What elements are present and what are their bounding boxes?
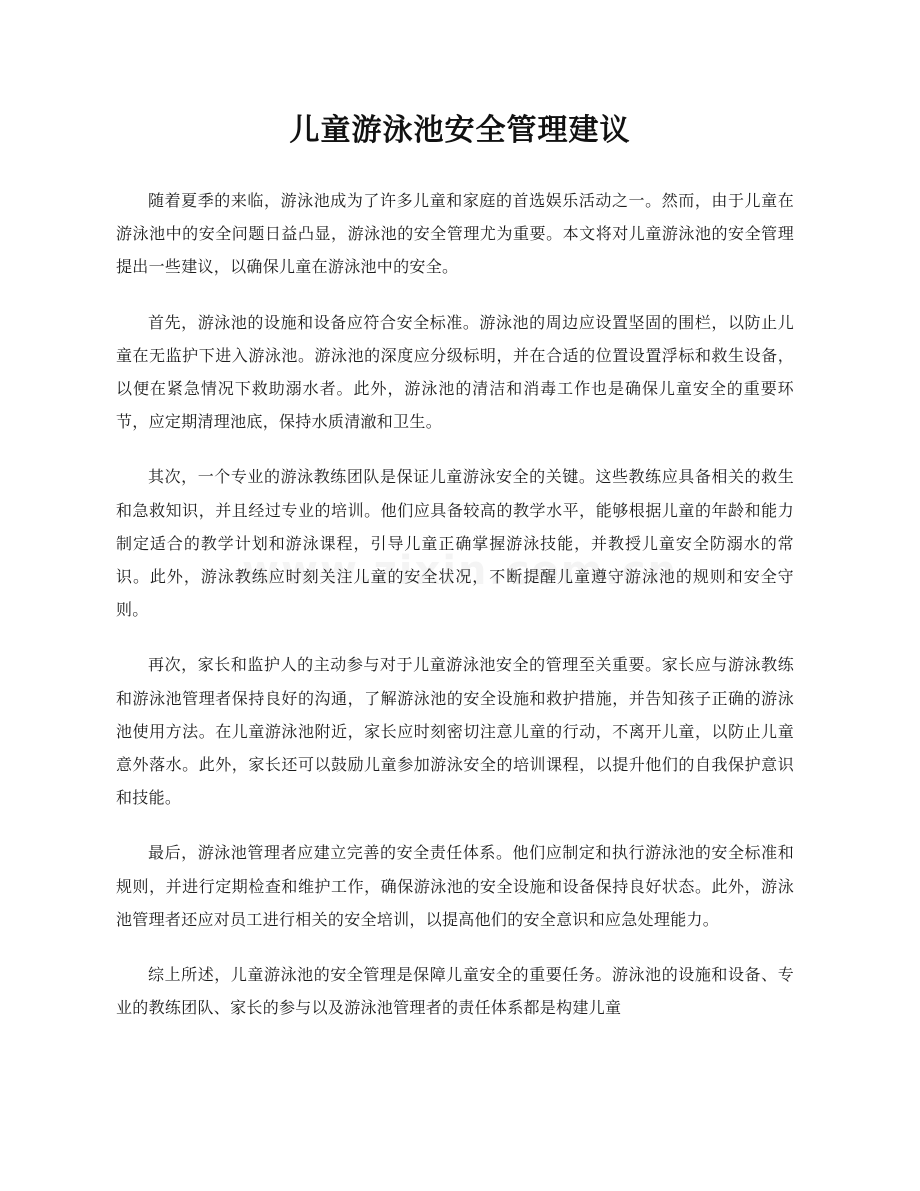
document-title: 儿童游泳池安全管理建议	[289, 113, 631, 148]
paragraph-parents: 再次，家长和监护人的主动参与对于儿童游泳池安全的管理至关重要。家长应与游泳教练和游泳池管理者保持良好的沟通，了解游泳池的安全设施和救护措施，并告知孩子正确的游泳池使用方法。在儿童游泳池附近，家长应时刻密切注意儿童的行动，不离开儿童，以防止儿童意外落水。此外，家长还可以鼓励儿童参加游泳安全的培训课程，以提升他们的自我保护意识和技能。	[116, 655, 794, 808]
paragraph-management: 最后，游泳池管理者应建立完善的安全责任体系。他们应制定和执行游泳池的安全标准和规则，并进行定期检查和维护工作，确保游泳池的安全设施和设备保持良好状态。此外，游泳池管理者还应对员工进行相关的安全培训，以提高他们的安全意识和应急处理能力。	[116, 843, 794, 929]
paragraph-intro: 随着夏季的来临，游泳池成为了许多儿童和家庭的首选娱乐活动之一。然而，由于儿童在游泳池中的安全问题日益凸显，游泳池的安全管理尤为重要。本文将对儿童游泳池的安全管理提出一些建议，以确保儿童在游泳池中的安全。	[116, 191, 794, 277]
paragraph-summary: 综上所述，儿童游泳池的安全管理是保障儿童安全的重要任务。游泳池的设施和设备、专业的教练团队、家长的参与以及游泳池管理者的责任体系都是构建儿童	[116, 965, 794, 1018]
document-body	[116, 184, 794, 1046]
paragraph-coaches: 其次，一个专业的游泳教练团队是保证儿童游泳安全的关键。这些教练应具备相关的救生和急救知识，并且经过专业的培训。他们应具备较高的教学水平，能够根据儿童的年龄和能力制定适合的教学计划和游泳课程，引导儿童正确掌握游泳技能，并教授儿童安全防溺水的常识。此外，游泳教练应时刻关注儿童的安全状况，不断提醒儿童遵守游泳池的规则和安全守则。	[116, 467, 794, 620]
paragraph-facilities: 首先，游泳池的设施和设备应符合安全标准。游泳池的周边应设置坚固的围栏，以防止儿童在无监护下进入游泳池。游泳池的深度应分级标明，并在合适的位置设置浮标和救生设备，以便在紧急情况下救助溺水者。此外，游泳池的清洁和消毒工作也是确保儿童安全的重要环节，应定期清理池底，保持水质清澈和卫生。	[116, 312, 794, 432]
